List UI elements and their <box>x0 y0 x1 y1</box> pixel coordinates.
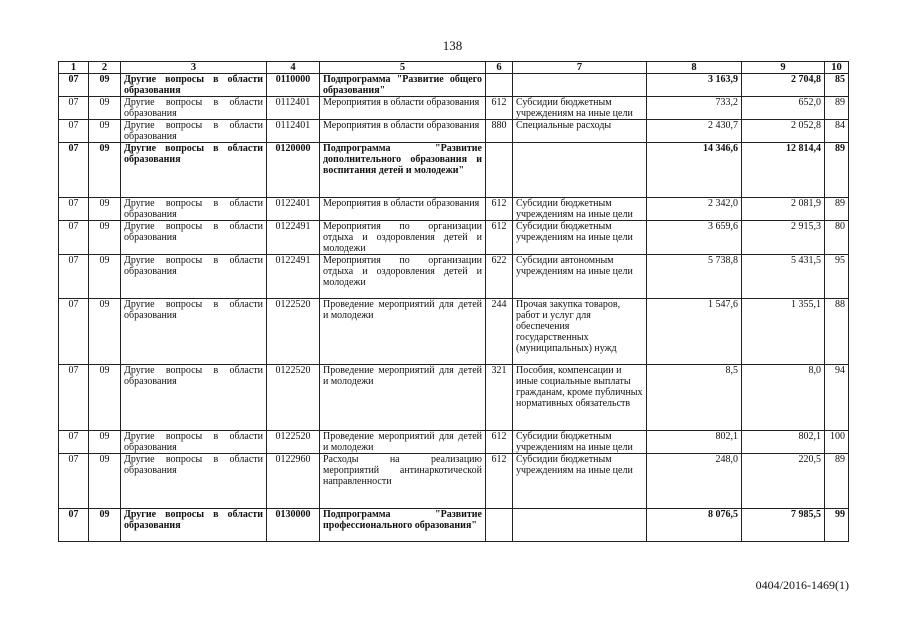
target-article-name-cell: Проведение мероприятий для детей и молодежи <box>320 431 486 454</box>
target-article-name-cell: Подпрограмма "Развитие дополнительного образования и воспитания детей и молодежи" <box>320 143 486 198</box>
column-number: 5 <box>320 62 486 74</box>
target-article-cell: 0122520 <box>267 431 320 454</box>
execution-percent-cell: 89 <box>825 454 849 509</box>
section-name-cell: Другие вопросы в области образования <box>121 255 267 299</box>
table-row <box>59 120 849 143</box>
target-article-name-cell: Мероприятия по организации отдыха и оздоровления детей и молодежи <box>320 255 486 299</box>
section-code-cell: 07 <box>59 198 89 221</box>
subsection-code-cell: 09 <box>89 221 121 255</box>
section-code-cell: 07 <box>59 97 89 120</box>
planned-amount-cell: 3 659,6 <box>647 221 742 255</box>
expense-type-cell: 612 <box>486 454 513 509</box>
subsection-code-cell: 09 <box>89 74 121 97</box>
target-article-cell: 0120000 <box>267 143 320 198</box>
section-name-cell: Другие вопросы в области образования <box>121 454 267 509</box>
planned-amount-cell: 1 547,6 <box>647 299 742 365</box>
subsection-code-cell: 09 <box>89 120 121 143</box>
execution-percent-cell: 95 <box>825 255 849 299</box>
executed-amount-cell: 1 355,1 <box>742 299 825 365</box>
execution-percent-cell: 84 <box>825 120 849 143</box>
planned-amount-cell: 3 163,9 <box>647 74 742 97</box>
target-article-name-cell: Мероприятия в области образования <box>320 120 486 143</box>
column-number: 4 <box>267 62 320 74</box>
target-article-cell: 0122491 <box>267 221 320 255</box>
expense-type-name-cell: Пособия, компенсации и иные социальные выплаты гражданам, кроме публичных нормативных обязательств <box>513 365 647 431</box>
executed-amount-cell: 8,0 <box>742 365 825 431</box>
execution-percent-cell: 89 <box>825 97 849 120</box>
expense-type-name-cell: Субсидии бюджетным учреждениям на иные цели <box>513 431 647 454</box>
expense-type-cell: 880 <box>486 120 513 143</box>
table-row <box>59 143 849 198</box>
target-article-cell: 0110000 <box>267 74 320 97</box>
planned-amount-cell: 8,5 <box>647 365 742 431</box>
section-name-cell: Другие вопросы в области образования <box>121 365 267 431</box>
column-number: 3 <box>121 62 267 74</box>
column-number: 8 <box>647 62 742 74</box>
executed-amount-cell: 2 915,3 <box>742 221 825 255</box>
expense-type-name-cell <box>513 509 647 542</box>
execution-percent-cell: 85 <box>825 74 849 97</box>
section-name-cell: Другие вопросы в области образования <box>121 431 267 454</box>
section-name-cell: Другие вопросы в области образования <box>121 198 267 221</box>
planned-amount-cell: 248,0 <box>647 454 742 509</box>
planned-amount-cell: 2 430,7 <box>647 120 742 143</box>
subsection-code-cell: 09 <box>89 143 121 198</box>
section-code-cell: 07 <box>59 143 89 198</box>
section-name-cell: Другие вопросы в области образования <box>121 120 267 143</box>
table-row <box>59 365 849 431</box>
table-row <box>59 74 849 97</box>
target-article-cell: 0122491 <box>267 255 320 299</box>
expense-type-name-cell: Специальные расходы <box>513 120 647 143</box>
executed-amount-cell: 7 985,5 <box>742 509 825 542</box>
table-row <box>59 299 849 365</box>
budget-table <box>58 61 849 542</box>
expense-type-cell: 622 <box>486 255 513 299</box>
expense-type-name-cell: Субсидии бюджетным учреждениям на иные цели <box>513 198 647 221</box>
target-article-name-cell: Мероприятия в области образования <box>320 198 486 221</box>
target-article-name-cell: Проведение мероприятий для детей и молодежи <box>320 299 486 365</box>
expense-type-cell <box>486 143 513 198</box>
table-row <box>59 454 849 509</box>
column-number: 2 <box>89 62 121 74</box>
expense-type-cell: 612 <box>486 221 513 255</box>
section-code-cell: 07 <box>59 454 89 509</box>
target-article-name-cell: Расходы на реализацию мероприятий антинаркотической направленности <box>320 454 486 509</box>
expense-type-name-cell: Субсидии бюджетным учреждениям на иные цели <box>513 97 647 120</box>
section-code-cell: 07 <box>59 509 89 542</box>
subsection-code-cell: 09 <box>89 198 121 221</box>
section-code-cell: 07 <box>59 255 89 299</box>
section-code-cell: 07 <box>59 431 89 454</box>
expense-type-name-cell <box>513 143 647 198</box>
execution-percent-cell: 94 <box>825 365 849 431</box>
planned-amount-cell: 14 346,6 <box>647 143 742 198</box>
section-code-cell: 07 <box>59 221 89 255</box>
executed-amount-cell: 2 704,8 <box>742 74 825 97</box>
column-number: 10 <box>825 62 849 74</box>
subsection-code-cell: 09 <box>89 509 121 542</box>
table-row <box>59 255 849 299</box>
executed-amount-cell: 5 431,5 <box>742 255 825 299</box>
executed-amount-cell: 802,1 <box>742 431 825 454</box>
expense-type-cell: 612 <box>486 198 513 221</box>
table-row <box>59 509 849 542</box>
section-code-cell: 07 <box>59 299 89 365</box>
subsection-code-cell: 09 <box>89 97 121 120</box>
table-row <box>59 198 849 221</box>
target-article-name-cell: Мероприятия по организации отдыха и оздоровления детей и молодежи <box>320 221 486 255</box>
execution-percent-cell: 89 <box>825 143 849 198</box>
executed-amount-cell: 2 081,9 <box>742 198 825 221</box>
planned-amount-cell: 733,2 <box>647 97 742 120</box>
target-article-cell: 0122520 <box>267 365 320 431</box>
executed-amount-cell: 220,5 <box>742 454 825 509</box>
target-article-cell: 0112401 <box>267 120 320 143</box>
target-article-name-cell: Мероприятия в области образования <box>320 97 486 120</box>
planned-amount-cell: 8 076,5 <box>647 509 742 542</box>
target-article-cell: 0122401 <box>267 198 320 221</box>
column-number: 6 <box>486 62 513 74</box>
expense-type-cell: 244 <box>486 299 513 365</box>
subsection-code-cell: 09 <box>89 431 121 454</box>
column-number: 1 <box>59 62 89 74</box>
target-article-cell: 0122960 <box>267 454 320 509</box>
execution-percent-cell: 100 <box>825 431 849 454</box>
column-number: 7 <box>513 62 647 74</box>
table-row <box>59 97 849 120</box>
section-name-cell: Другие вопросы в области образования <box>121 509 267 542</box>
section-name-cell: Другие вопросы в области образования <box>121 221 267 255</box>
document-code: 0404/2016-1469(1) <box>755 578 849 592</box>
section-name-cell: Другие вопросы в области образования <box>121 97 267 120</box>
expense-type-name-cell <box>513 74 647 97</box>
target-article-name-cell: Проведение мероприятий для детей и молодежи <box>320 365 486 431</box>
planned-amount-cell: 802,1 <box>647 431 742 454</box>
expense-type-name-cell: Субсидии автономным учреждениям на иные цели <box>513 255 647 299</box>
expense-type-name-cell: Субсидии бюджетным учреждениям на иные цели <box>513 454 647 509</box>
executed-amount-cell: 652,0 <box>742 97 825 120</box>
section-code-cell: 07 <box>59 74 89 97</box>
table-row <box>59 431 849 454</box>
subsection-code-cell: 09 <box>89 365 121 431</box>
section-code-cell: 07 <box>59 120 89 143</box>
section-name-cell: Другие вопросы в области образования <box>121 74 267 97</box>
section-code-cell: 07 <box>59 365 89 431</box>
execution-percent-cell: 88 <box>825 299 849 365</box>
target-article-name-cell: Подпрограмма "Развитие профессионального образования" <box>320 509 486 542</box>
subsection-code-cell: 09 <box>89 454 121 509</box>
executed-amount-cell: 12 814,4 <box>742 143 825 198</box>
subsection-code-cell: 09 <box>89 299 121 365</box>
target-article-cell: 0122520 <box>267 299 320 365</box>
execution-percent-cell: 80 <box>825 221 849 255</box>
target-article-cell: 0112401 <box>267 97 320 120</box>
expense-type-cell: 612 <box>486 431 513 454</box>
execution-percent-cell: 89 <box>825 198 849 221</box>
expense-type-name-cell: Субсидии бюджетным учреждениям на иные цели <box>513 221 647 255</box>
expense-type-cell: 321 <box>486 365 513 431</box>
expense-type-cell <box>486 74 513 97</box>
expense-type-cell <box>486 509 513 542</box>
expense-type-cell: 612 <box>486 97 513 120</box>
section-name-cell: Другие вопросы в области образования <box>121 143 267 198</box>
table-row <box>59 221 849 255</box>
planned-amount-cell: 5 738,8 <box>647 255 742 299</box>
section-name-cell: Другие вопросы в области образования <box>121 299 267 365</box>
page-number: 138 <box>442 38 463 53</box>
subsection-code-cell: 09 <box>89 255 121 299</box>
execution-percent-cell: 99 <box>825 509 849 542</box>
expense-type-name-cell: Прочая закупка товаров, работ и услуг для обеспечения государственных (муниципальных) нужд <box>513 299 647 365</box>
column-number: 9 <box>742 62 825 74</box>
planned-amount-cell: 2 342,0 <box>647 198 742 221</box>
target-article-cell: 0130000 <box>267 509 320 542</box>
executed-amount-cell: 2 052,8 <box>742 120 825 143</box>
column-number-row <box>59 62 849 74</box>
target-article-name-cell: Подпрограмма "Развитие общего образования" <box>320 74 486 97</box>
